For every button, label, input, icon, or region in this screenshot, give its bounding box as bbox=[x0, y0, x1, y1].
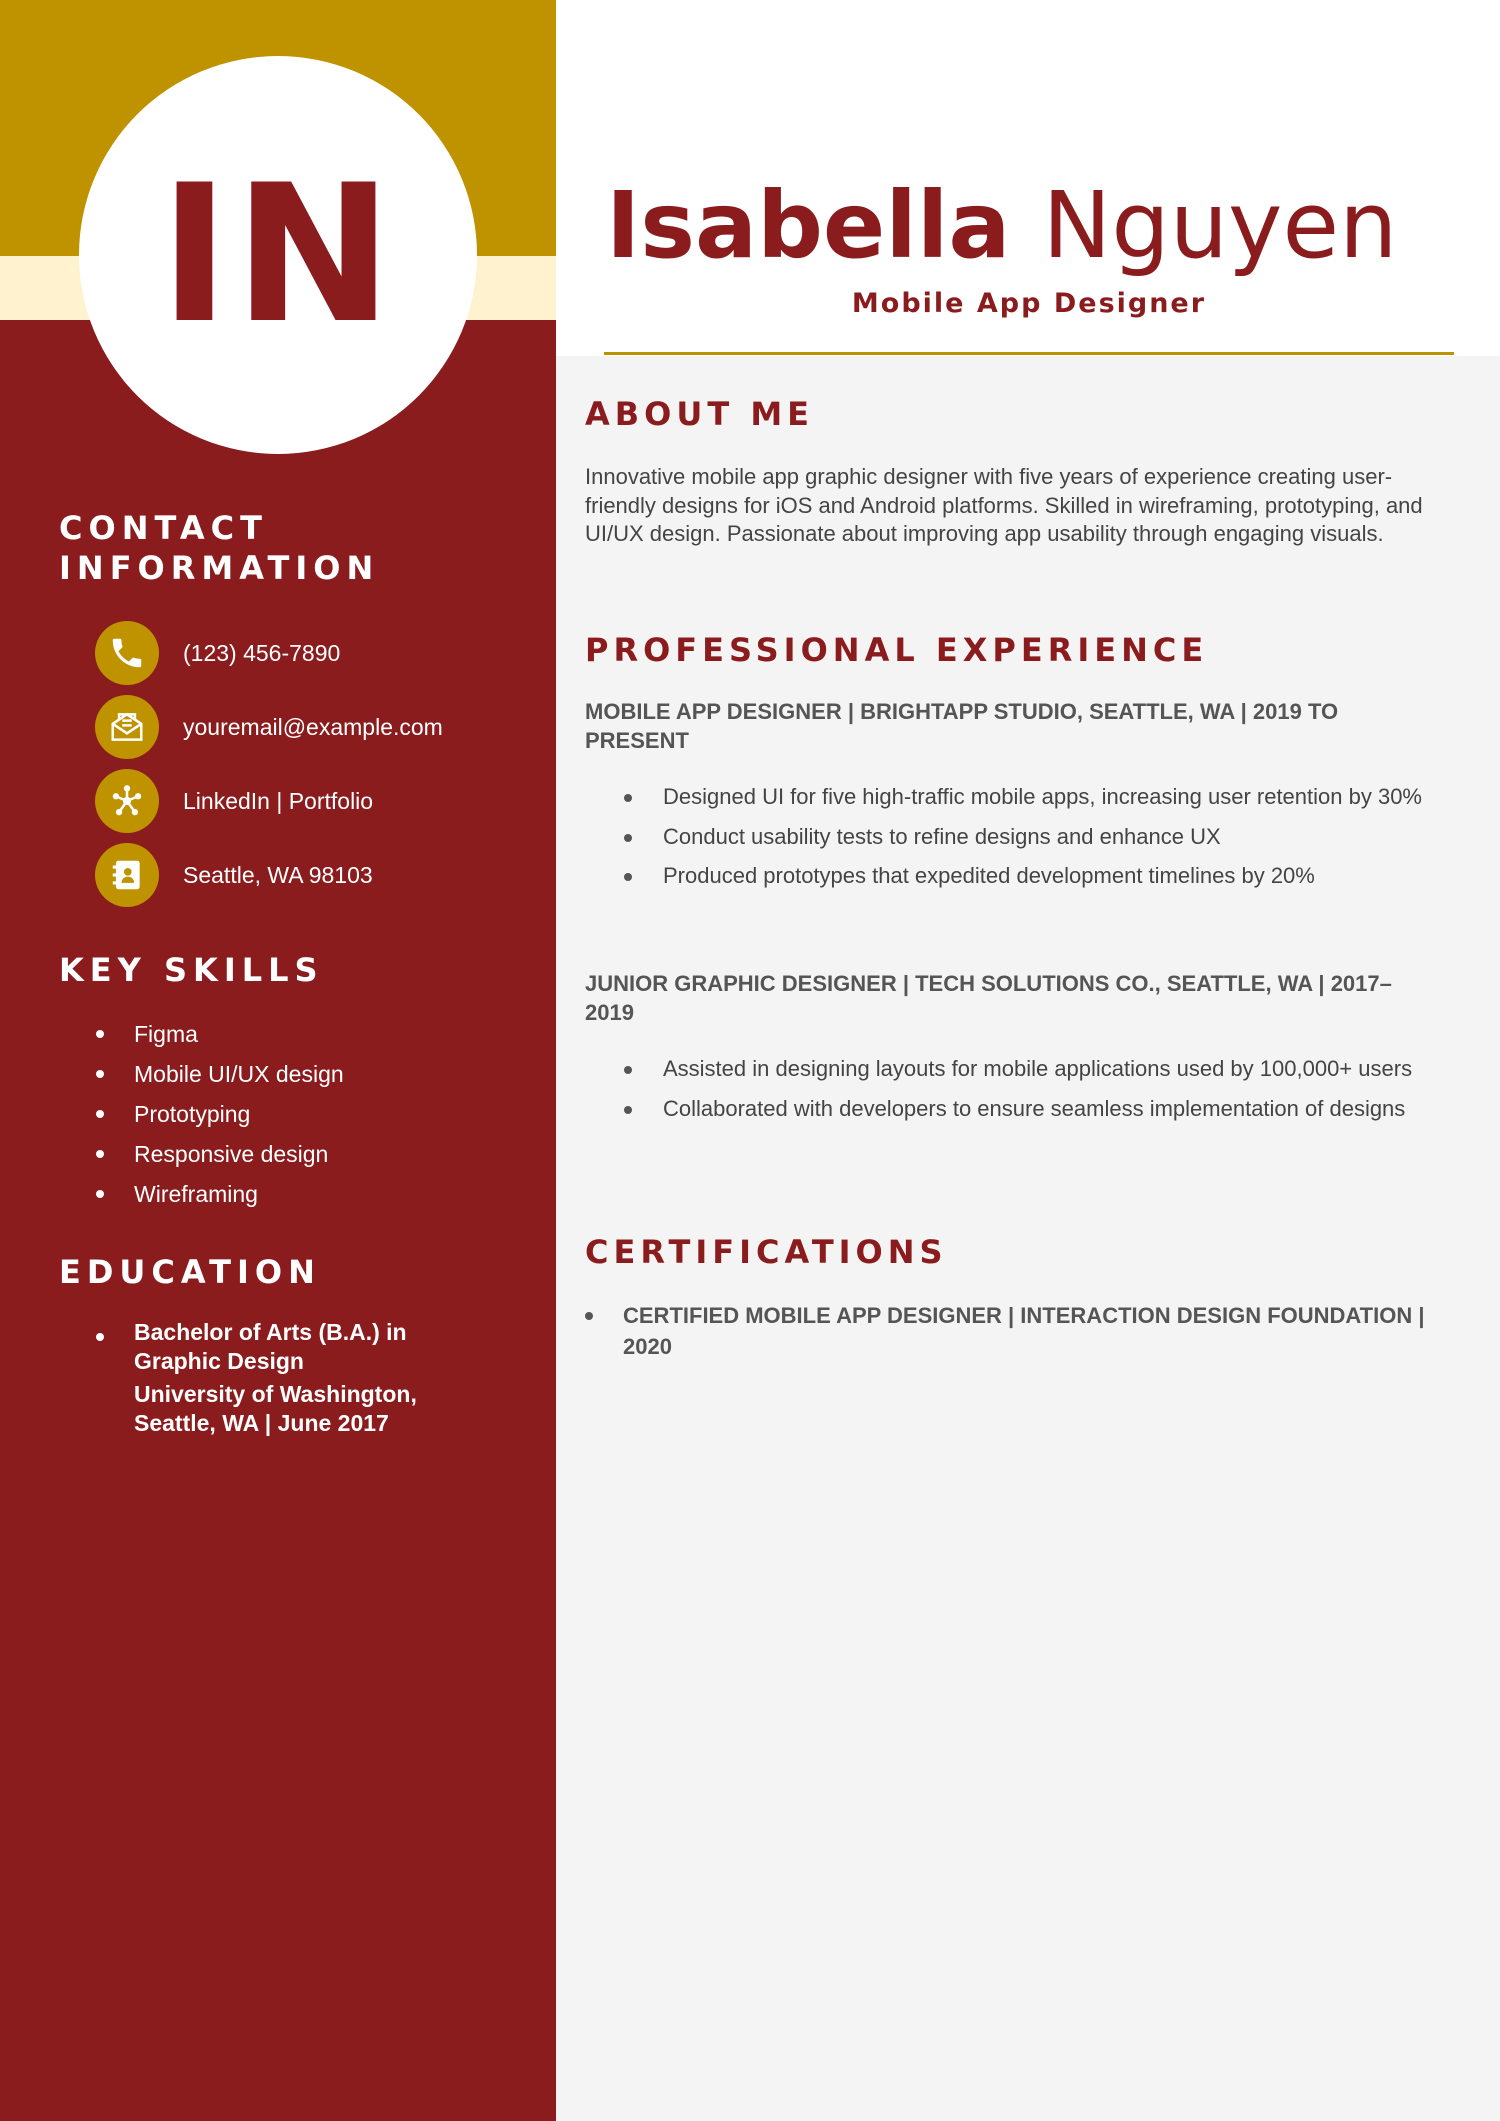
education-degree-line2: Graphic Design bbox=[134, 1348, 304, 1374]
education-degree-line1: Bachelor of Arts (B.A.) in bbox=[134, 1319, 407, 1345]
job-title-1: MOBILE APP DESIGNER | BRIGHTAPP STUDIO, SEATTLE, WA | 2019 TO PRESENT bbox=[585, 699, 1339, 753]
sidebar bbox=[0, 0, 556, 2121]
contact-list bbox=[95, 616, 443, 912]
contact-heading bbox=[59, 508, 379, 588]
job-1-bullets bbox=[624, 783, 1444, 902]
first-name: Isabella bbox=[606, 172, 1011, 279]
contact-item-phone bbox=[95, 616, 443, 690]
contact-heading-line1: CONTACT bbox=[59, 509, 268, 547]
skill-item: Wireframing bbox=[96, 1174, 344, 1214]
job-title-2: JUNIOR GRAPHIC DESIGNER | TECH SOLUTIONS CO., SEATTLE, WA | 2017–2019 bbox=[585, 971, 1392, 1025]
skill-item: Mobile UI/UX design bbox=[96, 1054, 344, 1094]
job-bullet: Assisted in designing layouts for mobile applications used by 100,000+ users bbox=[624, 1055, 1444, 1084]
skill-item: Prototyping bbox=[96, 1094, 344, 1134]
contact-links-text: LinkedIn | Portfolio bbox=[183, 787, 374, 814]
job-bullet: Produced prototypes that expedited development timelines by 20% bbox=[624, 862, 1444, 891]
last-name: Nguyen bbox=[1042, 172, 1398, 279]
monogram-text: IN bbox=[159, 144, 397, 365]
job-bullet: Conduct usability tests to refine designs and enhance UX bbox=[624, 823, 1444, 852]
job-title: Mobile App Designer bbox=[851, 288, 1207, 319]
certification-item: CERTIFIED MOBILE APP DESIGNER | INTERACTION DESIGN FOUNDATION | 2020 bbox=[585, 1300, 1443, 1362]
skills-heading: KEY SKILLS bbox=[59, 951, 324, 989]
experience-heading: PROFESSIONAL EXPERIENCE bbox=[585, 631, 1209, 669]
title-divider bbox=[604, 352, 1454, 355]
skill-item: Responsive design bbox=[96, 1134, 344, 1174]
contact-item-links bbox=[95, 764, 443, 838]
job-2-bullets bbox=[624, 1055, 1444, 1134]
contact-heading-line2: INFORMATION bbox=[59, 549, 380, 587]
contact-item-address bbox=[95, 838, 443, 912]
candidate-name bbox=[606, 168, 1466, 284]
address-book-icon bbox=[95, 843, 159, 907]
education-school-line2: Seattle, WA | June 2017 bbox=[134, 1410, 389, 1436]
education-entry bbox=[96, 1318, 534, 1438]
skills-list bbox=[96, 1014, 344, 1214]
job-bullet: Collaborated with developers to ensure seamless implementation of designs bbox=[624, 1095, 1444, 1124]
phone-icon bbox=[95, 621, 159, 685]
mail-icon bbox=[95, 695, 159, 759]
education-heading: EDUCATION bbox=[59, 1253, 321, 1291]
skill-item: Figma bbox=[96, 1014, 344, 1054]
monogram-badge bbox=[79, 56, 477, 454]
contact-email-text: youremail@example.com bbox=[183, 713, 443, 740]
contact-item-email bbox=[95, 690, 443, 764]
about-heading: ABOUT ME bbox=[585, 395, 815, 433]
education-school-line1: University of Washington, bbox=[134, 1381, 417, 1407]
network-icon bbox=[95, 769, 159, 833]
job-bullet: Designed UI for five high-traffic mobile apps, increasing user retention by 30% bbox=[624, 783, 1444, 812]
about-text: Innovative mobile app graphic designer with five years of experience creating user-friendly designs for iOS and Android platforms. Skilled in wireframing, prototyping, and UI/UX design. Passionate about improving app usability through engaging visuals. bbox=[585, 464, 1423, 546]
certifications-heading: CERTIFICATIONS bbox=[585, 1233, 948, 1271]
contact-phone-text: (123) 456-7890 bbox=[183, 639, 341, 666]
contact-address-text: Seattle, WA 98103 bbox=[183, 861, 373, 888]
